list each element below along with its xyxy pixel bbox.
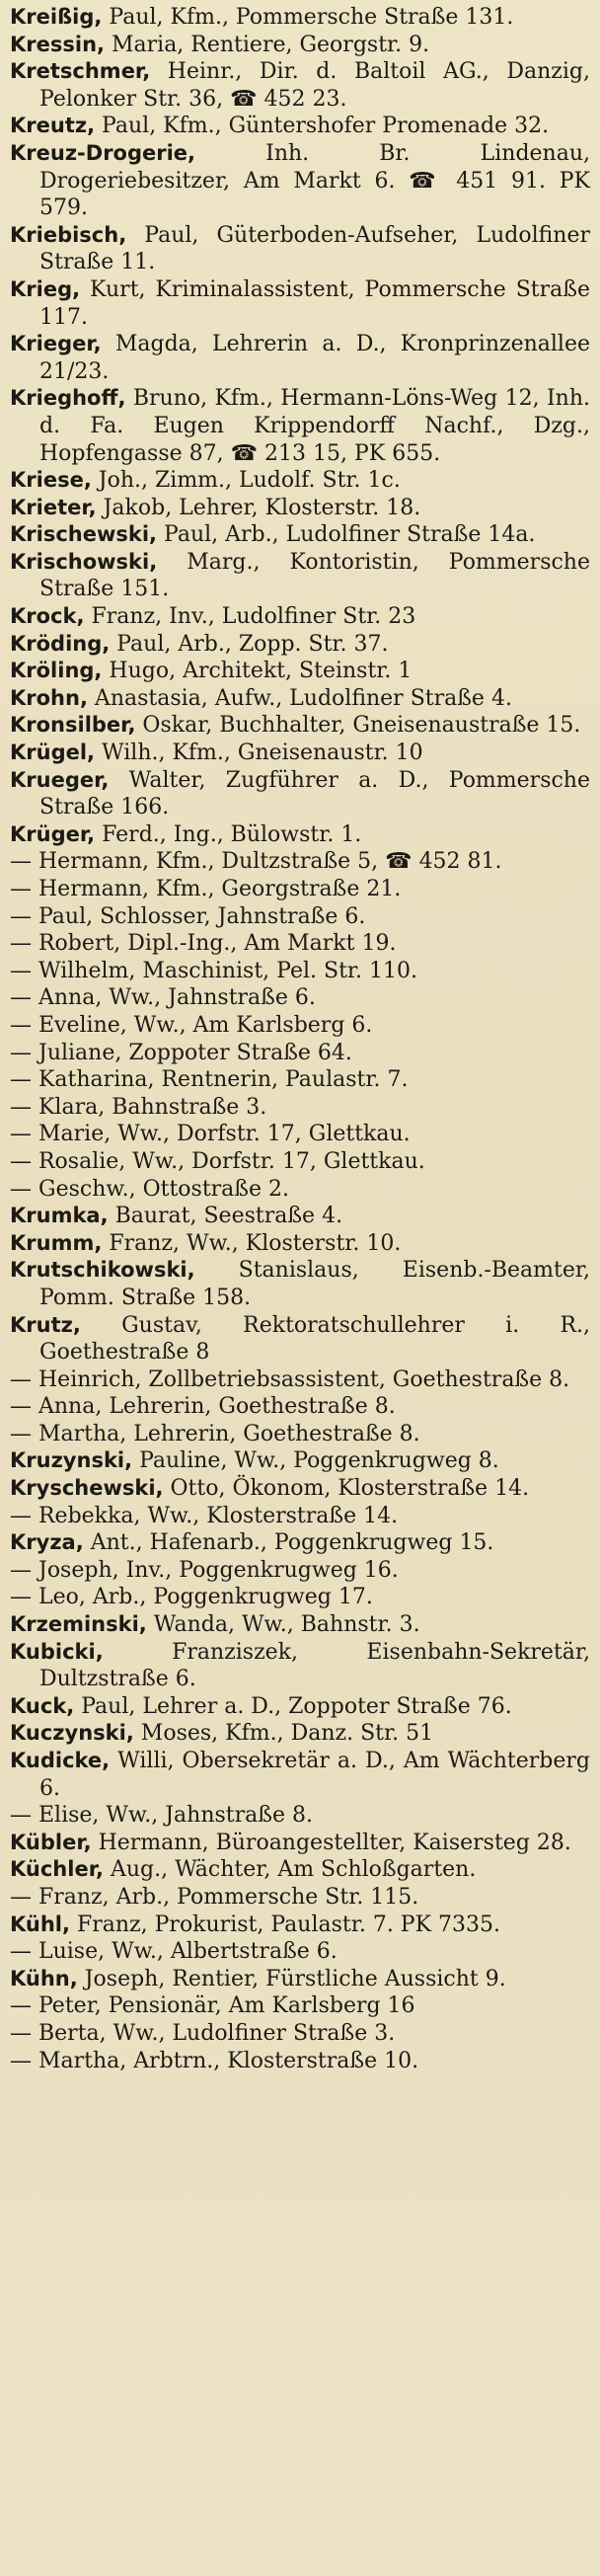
entry-details: Aug., Wächter, Am Schloßgarten. <box>103 1857 477 1883</box>
directory-entry <box>10 4 590 32</box>
directory-entry <box>10 1856 590 1884</box>
entry-details: — Rebekka, Ww., Klosterstraße 14. <box>10 1503 399 1528</box>
directory-entry <box>10 930 590 958</box>
entry-details: Wilh., Kfm., Gneisenaustr. 10 <box>95 741 423 766</box>
directory-entry <box>10 1720 590 1748</box>
directory-entry <box>10 767 590 821</box>
directory-entry <box>10 331 590 385</box>
entry-details: Heinr., Dir. d. Baltoil AG., Danzig, Pelonker Str. 36, ☎ 452 23. <box>39 59 590 112</box>
entry-details: Moses, Kfm., Danz. Str. 51 <box>133 1721 434 1747</box>
directory-entry <box>10 1366 590 1394</box>
directory-entry <box>10 1557 590 1585</box>
entry-surname: Kühn, <box>10 1966 78 1991</box>
directory-entry <box>10 1748 590 1802</box>
entry-details: — Hermann, Kfm., Dultzstraße 5, ☎ 452 81. <box>10 849 502 875</box>
directory-entry <box>10 1802 590 1830</box>
entry-details: — Robert, Dipl.-Ing., Am Markt 19. <box>10 931 397 957</box>
entry-details: Bruno, Kfm., Hermann-Löns-Weg 12, Inh. d. Fa. Eugen Krippendorff Nachf., Dzg., Hopfengasse 87, ☎ 213 15, PK 655. <box>39 386 590 466</box>
directory-entry <box>10 1912 590 1939</box>
directory-entry <box>10 1611 590 1639</box>
entry-details: Oskar, Buchhalter, Gneisenaustraße 15. <box>135 713 581 739</box>
entry-details: — Geschw., Ottostraße 2. <box>10 1176 289 1202</box>
entry-details: Inh. Br. Lindenau, Drogeriebesitzer, Am Markt 6. ☎ 451 91. PK 579. <box>39 140 590 221</box>
entry-details: Hermann, Büroangestellter, Kaisersteg 28. <box>91 1830 571 1855</box>
entry-details: — Heinrich, Zollbetriebsassistent, Goethestraße 8. <box>10 1366 570 1392</box>
directory-entry <box>10 1938 590 1966</box>
directory-entry <box>10 32 590 59</box>
directory-entry <box>10 876 590 903</box>
entry-details: Otto, Ökonom, Klosterstraße 14. <box>163 1476 530 1502</box>
directory-entry <box>10 1176 590 1204</box>
directory-entry <box>10 385 590 467</box>
entry-surname: Kretschmer, <box>10 59 151 84</box>
entry-details: — Anna, Lehrerin, Goethestraße 8. <box>10 1394 396 1420</box>
entry-details: Stanislaus, Eisenb.-Beamter, Pomm. Straße 158. <box>39 1258 590 1310</box>
entry-details: Pauline, Ww., Poggenkrugweg 8. <box>132 1448 499 1474</box>
entry-details: Hugo, Architekt, Steinstr. 1 <box>102 659 412 684</box>
directory-entry <box>10 1884 590 1912</box>
directory-entry <box>10 1529 590 1557</box>
entry-surname: Kruzynski, <box>10 1448 133 1473</box>
entry-details: Walter, Zugführer a. D., Pommersche Straße 166. <box>39 767 590 820</box>
directory-entry <box>10 140 590 222</box>
entry-surname: Kühl, <box>10 1912 70 1936</box>
entry-surname: Krieger, <box>10 332 102 356</box>
directory-entry <box>10 1121 590 1148</box>
directory-entry <box>10 903 590 931</box>
directory-entry <box>10 631 590 659</box>
directory-entry <box>10 1148 590 1176</box>
directory-entry-list <box>10 4 590 2074</box>
entry-details: Franziszek, Eisenbahn-Sekretär, Dultzstraße 6. <box>39 1639 590 1692</box>
entry-surname: Kröling, <box>10 659 103 683</box>
entry-details: Marg., Kontoristin, Pommersche Straße 151. <box>39 549 590 602</box>
directory-entry <box>10 549 590 603</box>
directory-entry <box>10 1966 590 1993</box>
directory-entry <box>10 1393 590 1421</box>
directory-entry <box>10 1639 590 1693</box>
directory-entry <box>10 1066 590 1094</box>
entry-details: — Luise, Ww., Albertstraße 6. <box>10 1939 338 1965</box>
entry-surname: Krüger, <box>10 821 96 846</box>
entry-details: — Berta, Ww., Ludolfiner Straße 3. <box>10 2020 396 2046</box>
entry-surname: Kubicki, <box>10 1639 104 1664</box>
entry-details: Ferd., Ing., Bülowstr. 1. <box>95 821 362 847</box>
entry-details: Jakob, Lehrer, Klosterstr. 18. <box>96 495 421 520</box>
directory-entry <box>10 1503 590 1530</box>
entry-details: Wanda, Ww., Bahnstr. 3. <box>146 1612 420 1638</box>
directory-entry <box>10 1040 590 1067</box>
directory-entry <box>10 1421 590 1448</box>
entry-details: Paul, Kfm., Güntershofer Promenade 32. <box>95 114 550 139</box>
directory-entry <box>10 1257 590 1311</box>
directory-entry <box>10 58 590 113</box>
entry-details: Baurat, Seestraße 4. <box>108 1204 343 1229</box>
directory-entry <box>10 1693 590 1721</box>
entry-details: Franz, Ww., Klosterstr. 10. <box>102 1230 402 1256</box>
entry-details: Willi, Obersekretär a. D., Am Wächterberg 6. <box>39 1749 590 1801</box>
entry-surname: Krügel, <box>10 741 96 765</box>
entry-details: — Elise, Ww., Jahnstraße 8. <box>10 1803 313 1829</box>
entry-details: — Rosalie, Ww., Dorfstr. 17, Glettkau. <box>10 1148 425 1174</box>
entry-surname: Krueger, <box>10 767 110 792</box>
entry-surname: Kudicke, <box>10 1749 111 1772</box>
directory-entry <box>10 821 590 849</box>
entry-surname: Krieghoff, <box>10 386 126 411</box>
entry-details: — Martha, Lehrerin, Goethestraße 8. <box>10 1421 420 1446</box>
entry-details: Anastasia, Aufw., Ludolfiner Straße 4. <box>87 685 512 711</box>
directory-entry <box>10 1094 590 1122</box>
entry-surname: Krohn, <box>10 685 88 710</box>
entry-details: Paul, Arb., Zopp. Str. 37. <box>110 631 389 657</box>
entry-surname: Krieg, <box>10 276 81 301</box>
entry-details: Kurt, Kriminalassistent, Pommersche Straße 117. <box>39 276 590 330</box>
directory-entry <box>10 1312 590 1366</box>
entry-surname: Kreißig, <box>10 5 103 29</box>
entry-details: — Klara, Bahnstraße 3. <box>10 1094 267 1120</box>
directory-entry <box>10 2048 590 2075</box>
entry-surname: Krzeminski, <box>10 1612 147 1637</box>
entry-surname: Krischowski, <box>10 549 158 574</box>
entry-surname: Kreutz, <box>10 114 96 138</box>
directory-entry <box>10 1992 590 2020</box>
directory-entry <box>10 984 590 1012</box>
directory-entry <box>10 495 590 522</box>
entry-surname: Krumm, <box>10 1230 103 1255</box>
directory-entry <box>10 467 590 495</box>
entry-surname: Krumka, <box>10 1204 109 1228</box>
entry-details: — Katharina, Rentnerin, Paulastr. 7. <box>10 1067 409 1093</box>
entry-details: Ant., Hafenarb., Poggenkrugweg 15. <box>83 1530 494 1556</box>
entry-details: — Franz, Arb., Pommersche Str. 115. <box>10 1884 419 1910</box>
directory-entry <box>10 658 590 685</box>
entry-surname: Kryschewski, <box>10 1476 164 1501</box>
entry-surname: Kryza, <box>10 1530 84 1555</box>
entry-surname: Kressin, <box>10 32 105 56</box>
entry-details: — Leo, Arb., Poggenkrugweg 17. <box>10 1585 373 1610</box>
entry-details: Joseph, Rentier, Fürstliche Aussicht 9. <box>77 1966 506 1991</box>
entry-details: Franz, Prokurist, Paulastr. 7. PK 7335. <box>69 1912 501 1937</box>
entry-details: — Peter, Pensionär, Am Karlsberg 16 <box>10 1993 415 2019</box>
entry-details: Maria, Rentiere, Georgstr. 9. <box>105 32 430 57</box>
entry-surname: Krischewski, <box>10 522 158 547</box>
entry-surname: Kriebisch, <box>10 222 127 247</box>
directory-entry <box>10 276 590 331</box>
entry-details: — Wilhelm, Maschinist, Pel. Str. 110. <box>10 958 417 983</box>
entry-details: Paul, Güterboden-Aufseher, Ludolfiner Straße 11. <box>39 222 590 275</box>
directory-entry <box>10 1203 590 1230</box>
entry-details: Franz, Inv., Ludolfiner Str. 23 <box>84 604 416 630</box>
entry-details: — Martha, Arbtrn., Klosterstraße 10. <box>10 2048 419 2073</box>
entry-surname: Kuczynski, <box>10 1721 134 1746</box>
directory-entry <box>10 1230 590 1258</box>
entry-details: Paul, Kfm., Pommersche Straße 131. <box>102 5 514 30</box>
entry-surname: Kreuz-Drogerie, <box>10 140 196 165</box>
entry-details: Magda, Lehrerin a. D., Kronprinzenallee 21/23. <box>39 332 590 384</box>
entry-details: — Hermann, Kfm., Georgstraße 21. <box>10 877 402 901</box>
directory-entry <box>10 2020 590 2048</box>
entry-details: — Anna, Ww., Jahnstraße 6. <box>10 985 316 1011</box>
entry-surname: Kröding, <box>10 631 111 656</box>
entry-details: — Marie, Ww., Dorfstr. 17, Glettkau. <box>10 1122 411 1147</box>
entry-details: Paul, Lehrer a. D., Zoppoter Straße 76. <box>74 1693 512 1719</box>
directory-entry <box>10 958 590 985</box>
entry-surname: Kuck, <box>10 1693 75 1718</box>
entry-details: Gustav, Rektoratschullehrer i. R., Goethestraße 8 <box>39 1312 590 1366</box>
directory-entry <box>10 712 590 740</box>
entry-surname: Kronsilber, <box>10 713 136 738</box>
entry-details: — Joseph, Inv., Poggenkrugweg 16. <box>10 1557 399 1583</box>
entry-surname: Krutschikowski, <box>10 1258 195 1283</box>
entry-surname: Krock, <box>10 604 85 629</box>
directory-entry <box>10 521 590 549</box>
directory-entry <box>10 1830 590 1857</box>
entry-surname: Krutz, <box>10 1312 81 1337</box>
directory-entry <box>10 1475 590 1503</box>
directory-entry <box>10 1012 590 1040</box>
entry-surname: Kriese, <box>10 468 92 493</box>
directory-entry <box>10 685 590 713</box>
entry-details: — Juliane, Zoppoter Straße 64. <box>10 1040 352 1065</box>
entry-details: Joh., Zimm., Ludolf. Str. 1c. <box>91 468 401 494</box>
directory-entry <box>10 1584 590 1611</box>
directory-entry <box>10 1447 590 1475</box>
directory-entry <box>10 848 590 876</box>
entry-surname: Krieter, <box>10 495 97 519</box>
directory-entry <box>10 740 590 767</box>
entry-details: — Eveline, Ww., Am Karlsberg 6. <box>10 1012 373 1038</box>
directory-entry <box>10 222 590 276</box>
entry-surname: Küchler, <box>10 1857 104 1882</box>
directory-entry <box>10 113 590 140</box>
entry-details: Paul, Arb., Ludolfiner Straße 14a. <box>157 522 536 548</box>
entry-details: — Paul, Schlosser, Jahnstraße 6. <box>10 903 366 929</box>
entry-surname: Kübler, <box>10 1830 92 1854</box>
directory-entry <box>10 603 590 631</box>
